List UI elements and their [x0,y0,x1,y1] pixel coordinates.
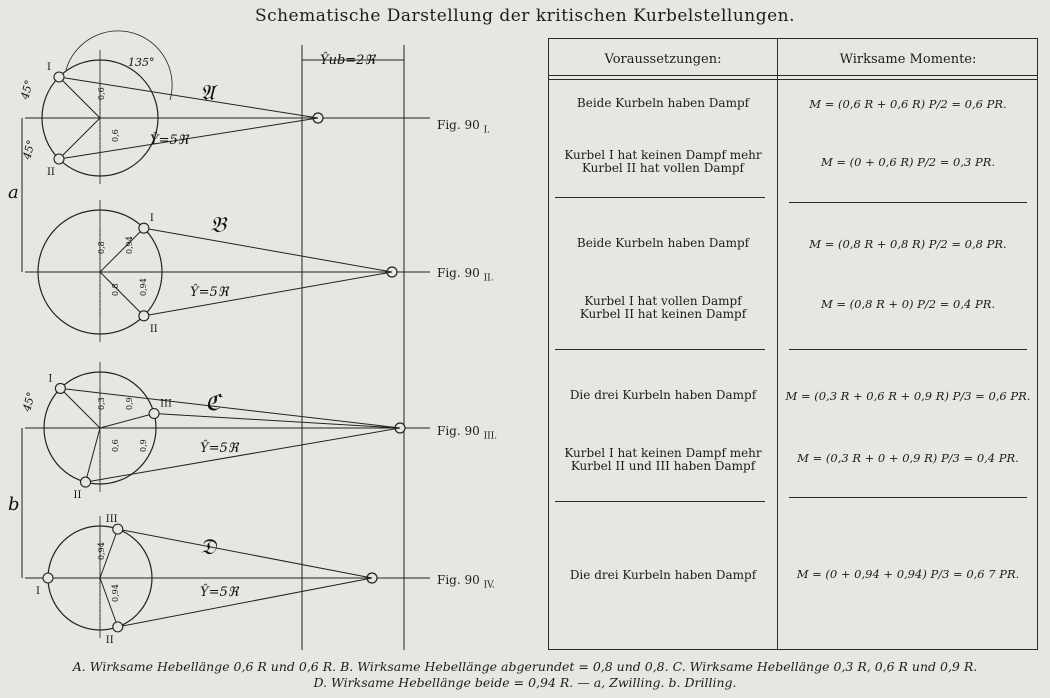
moment-cell: M = (0 + 0,6 R) P/2 = 0,3 PR. [820,155,996,169]
crank-number: I [48,373,53,385]
condition-line: Beide Kurbeln haben Dampf [576,236,750,250]
lever-value: 0,8 [111,283,120,296]
fig-sub: III. [483,431,498,442]
condition-line: Kurbel II hat keinen Dampf [579,307,747,321]
moment-cell: M = (0,3 R + 0,6 R + 0,9 R) P/3 = 0,6 PR. [785,389,1031,403]
angle-label: 45° [18,78,36,101]
crank-pin [113,622,123,632]
connecting-rod [154,414,400,428]
crank-arm [59,77,100,118]
lever-value: 0,8 [97,241,106,254]
crank-pin [54,72,64,82]
condition-line: Kurbel II hat vollen Dampf [581,161,745,175]
crank-arm [86,428,100,482]
figure-letter: ℭ [205,391,221,416]
condition-cell [549,389,777,402]
caption-line-1: A. Wirksame Hebellänge 0,6 R und 0,6 R. B. Wirksame Hebellänge abgerundet = 0,8 und 0,8. C. Wirksame Hebellänge 0,3 R, 0,6 R und 0,9 R. [72,659,978,674]
connecting-rod [60,388,400,428]
crank-pin [139,223,149,233]
crank-number: III [160,398,172,410]
header-rule [549,79,1037,80]
angle-arc [66,31,172,100]
lever-value: 0,6 [111,129,120,142]
moment-cell: M = (0,8 R + 0) P/2 = 0,4 PR. [820,297,996,311]
condition-line: Kurbel I hat keinen Dampf mehr [564,148,762,162]
fig-sub: I. [483,125,490,136]
connecting-rod [144,272,392,316]
condition-cell [549,237,777,250]
rod-length-label: Ŷ=5ℜ [200,441,239,456]
fig-label-2 [437,266,494,283]
condition-line: Die drei Kurbeln haben Dampf [569,568,757,582]
lever-value: 0,3 [97,397,106,410]
fig-label-3 [437,424,497,441]
lever-value: 0,94 [139,278,148,296]
fig-text: Fig. 90 [437,573,480,587]
crank-arm [59,118,100,159]
header-moments: Wirksame Momente: [839,51,977,67]
angle-label: 45° [20,390,38,413]
fig-label-1 [437,118,490,135]
fig-sub: IV. [483,580,495,591]
group-separator [555,501,765,502]
condition-line: Die drei Kurbeln haben Dampf [569,388,757,402]
condition-line: Kurbel II und III haben Dampf [570,459,756,473]
crank-number: I [46,61,51,73]
group-separator [555,197,765,198]
crank-pin [55,383,65,393]
group-separator [789,497,1027,498]
header-rule [549,75,1037,76]
condition-cell [549,295,777,321]
stroke-label: Ŷub=2ℜ [320,53,376,68]
connecting-rod [86,428,400,482]
rod-length-label: Ŷ=5ℜ [150,133,189,148]
bracket-a-label: a [8,182,19,203]
lever-value: 0,9 [139,439,148,452]
condition-cell [549,97,777,110]
header-conditions: Voraussetzungen: [604,51,722,67]
crank-number: II [73,490,82,502]
lever-value: 0,94 [125,236,134,254]
crank-number: II [46,167,55,179]
moment-cell: M = (0,8 R + 0,8 R) P/2 = 0,8 PR. [809,237,1007,251]
fig-label-4 [437,573,495,590]
page-title: Schematische Darstellung der kritischen Kurbelstellungen. [254,6,796,26]
connecting-rod [144,228,392,272]
angle-label: 45° [20,138,38,161]
fig-text: Fig. 90 [437,118,480,132]
connecting-rod [59,118,318,159]
crank-pin [149,409,159,419]
fig-text: Fig. 90 [437,266,480,280]
caption-line-2: D. Wirksame Hebellänge beide = 0,94 R. — a, Zwilling. b. Drilling. [313,675,737,690]
figure-letter: 𝔄 [200,81,215,106]
lever-value: 0,9 [125,397,134,410]
rod-length-label: Ŷ=5ℜ [190,285,229,300]
condition-line: Beide Kurbeln haben Dampf [576,96,750,110]
crank-number: I [36,586,40,597]
crank-pin [113,524,123,534]
group-separator [789,202,1027,203]
crank-pin [139,311,149,321]
lever-value: 0,6 [111,439,120,452]
crank-arm [100,228,144,272]
crank-pin [81,477,91,487]
column-divider [777,39,778,649]
moment-cell: M = (0,3 R + 0 + 0,9 R) P/3 = 0,4 PR. [797,451,1019,465]
group-separator [789,349,1027,350]
figure-letter: 𝔅 [210,213,226,238]
group-separator [555,349,765,350]
moment-cell: M = (0,6 R + 0,6 R) P/2 = 0,6 PR. [809,97,1007,111]
crank-number: II [149,323,158,335]
fig-text: Fig. 90 [437,424,480,438]
crank-pin [43,573,53,583]
condition-cell [549,569,777,582]
lever-value: 0,94 [97,542,106,560]
moments-table [548,38,1038,650]
crank-arm [100,414,154,428]
fig-sub: II. [483,273,494,284]
figure-letter: 𝔇 [200,535,217,560]
condition-cell [549,447,777,473]
angle-label: 135° [128,56,155,69]
rod-length-label: Ŷ=5ℜ [200,585,239,600]
crank-pin [54,154,64,164]
crank-diagram [0,0,540,650]
crank-arm [100,272,144,316]
lever-value: 0,94 [111,584,120,602]
moment-cell: M = (0 + 0,94 + 0,94) P/3 = 0,6 7 PR. [796,567,1020,581]
crank-number: III [105,514,118,526]
connecting-rod [118,529,372,578]
connecting-rod [118,578,372,627]
condition-line: Kurbel I hat keinen Dampf mehr [564,446,762,460]
condition-line: Kurbel I hat vollen Dampf [584,294,742,308]
crank-arm [60,388,100,428]
bracket-b-label: b [8,494,20,515]
condition-cell [549,149,777,175]
crank-number: II [105,634,114,646]
lever-value: 0,6 [97,87,106,100]
crank-number: I [149,213,154,225]
